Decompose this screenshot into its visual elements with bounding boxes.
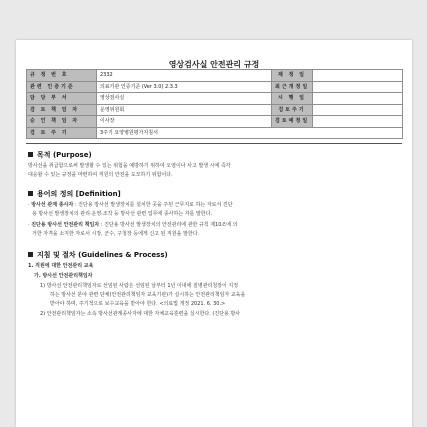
meta-value-2 — [313, 81, 403, 93]
meta-value: 운영위원회 — [97, 104, 272, 116]
section-divider — [26, 143, 402, 144]
purpose-text-line: 방사선을 취급함으로써 발생할 수 있는 위험을 예방하기 위하여 오염이나 사고 발생 시에 즉각 — [28, 163, 231, 169]
meta-label-2: 시 행 일 — [272, 93, 313, 105]
meta-row — [27, 127, 403, 139]
meta-label-2: 검토예정일 — [272, 116, 313, 128]
purpose-heading: 목적 (Purpose) — [28, 150, 92, 160]
meta-value-2 — [313, 104, 403, 116]
definition-heading: 용어의 정의 [Definition] — [28, 189, 121, 199]
bullet-square-icon — [28, 252, 33, 257]
purpose-text-line: 대응할 수 있는 규정을 마련하여 직원의 안전을 도모하기 위함이다. — [28, 172, 173, 178]
document-page — [16, 40, 412, 427]
meta-value: 이사장 — [97, 116, 272, 128]
meta-label: 담 당 부 서 — [27, 93, 97, 105]
meta-label: 검 토 주 기 — [27, 127, 97, 139]
meta-value: 의료기관 인증기준 (Ver 3.0) 2.3.3 — [97, 81, 272, 93]
meta-row — [27, 104, 403, 116]
meta-row — [27, 93, 403, 105]
definition-line: · 진단용 방사선 안전관리 책임자 : 진단용 방사선 발생장치의 안전관리에 관한 규칙 제10조에 의 — [28, 222, 238, 228]
meta-value: 3주기 요양병원평가지침서 — [97, 127, 403, 139]
definition-line: 용 방사선 발생장치의 관리·운영·조작 등 방사선 관련 업무에 종사하는 자를 말한다. — [32, 211, 213, 217]
meta-row — [27, 81, 403, 93]
meta-value-2 — [313, 93, 403, 105]
guidelines-heading: 지침 및 절차 (Guidelines & Process) — [28, 250, 168, 260]
guideline-text-line: 1) 방사선 안전관리책임자로 선임된 사람은 선임된 날부터 1년 이내에 질병관리청장이 지정 — [40, 283, 239, 289]
definition-term: 방사선 관계 종사자 — [31, 202, 74, 208]
definition-term: 진단용 방사선 안전관리 책임자 — [31, 222, 100, 228]
bullet-square-icon — [28, 191, 33, 196]
meta-label-2: 검토주기 — [272, 104, 313, 116]
definition-line: · 방사선 관계 종사자 : 진단용 방사선 발생장치를 설치한 곳을 주된 근무지로 하는 자로서 진단 — [28, 202, 233, 208]
guideline-text-line: 2) 안전관리책임자는 소속 방사선관계종사자에 대한 자체교육훈련을 실시한다. (진단용 방사 — [40, 311, 241, 317]
guideline-item: 1. 직원에 대한 안전관리 교육 — [28, 263, 94, 269]
meta-label: 관련 인증기준 — [27, 81, 97, 93]
meta-label-2: 제 정 일 — [272, 70, 313, 82]
meta-row — [27, 116, 403, 128]
document-title: 영상검사실 안전관리 규정 — [168, 60, 260, 69]
definition-line: 거한 자격을 소지한 자로서 시장, 군수, 구청장 등에게 신고 된 직원을 말한다. — [32, 231, 200, 237]
meta-row — [27, 70, 403, 82]
guideline-subitem: 가. 방사선 안전관리책임자 — [34, 273, 93, 279]
guideline-text-line: 하는 방사선 분야 관련 단체(안전관리책임자 교육기관)가 실시하는 안전관리책임자 교육을 — [50, 292, 246, 298]
meta-value: 영상검사실 — [97, 93, 272, 105]
guideline-text-line: 받아야 하며, 주기적으로 보수교육을 받아야 한다. <의료법 개정 2021. 6. 30.> — [50, 301, 226, 307]
meta-label: 검 토 책 임 자 — [27, 104, 97, 116]
document-meta-table — [26, 69, 403, 139]
meta-value-2 — [313, 70, 403, 82]
meta-value: 2332 — [97, 70, 272, 82]
meta-value-2 — [313, 116, 403, 128]
meta-label-2: 최근개정일 — [272, 81, 313, 93]
bullet-square-icon — [28, 152, 33, 157]
meta-label: 승 인 책 임 자 — [27, 116, 97, 128]
meta-label: 규 정 번 호 — [27, 70, 97, 82]
